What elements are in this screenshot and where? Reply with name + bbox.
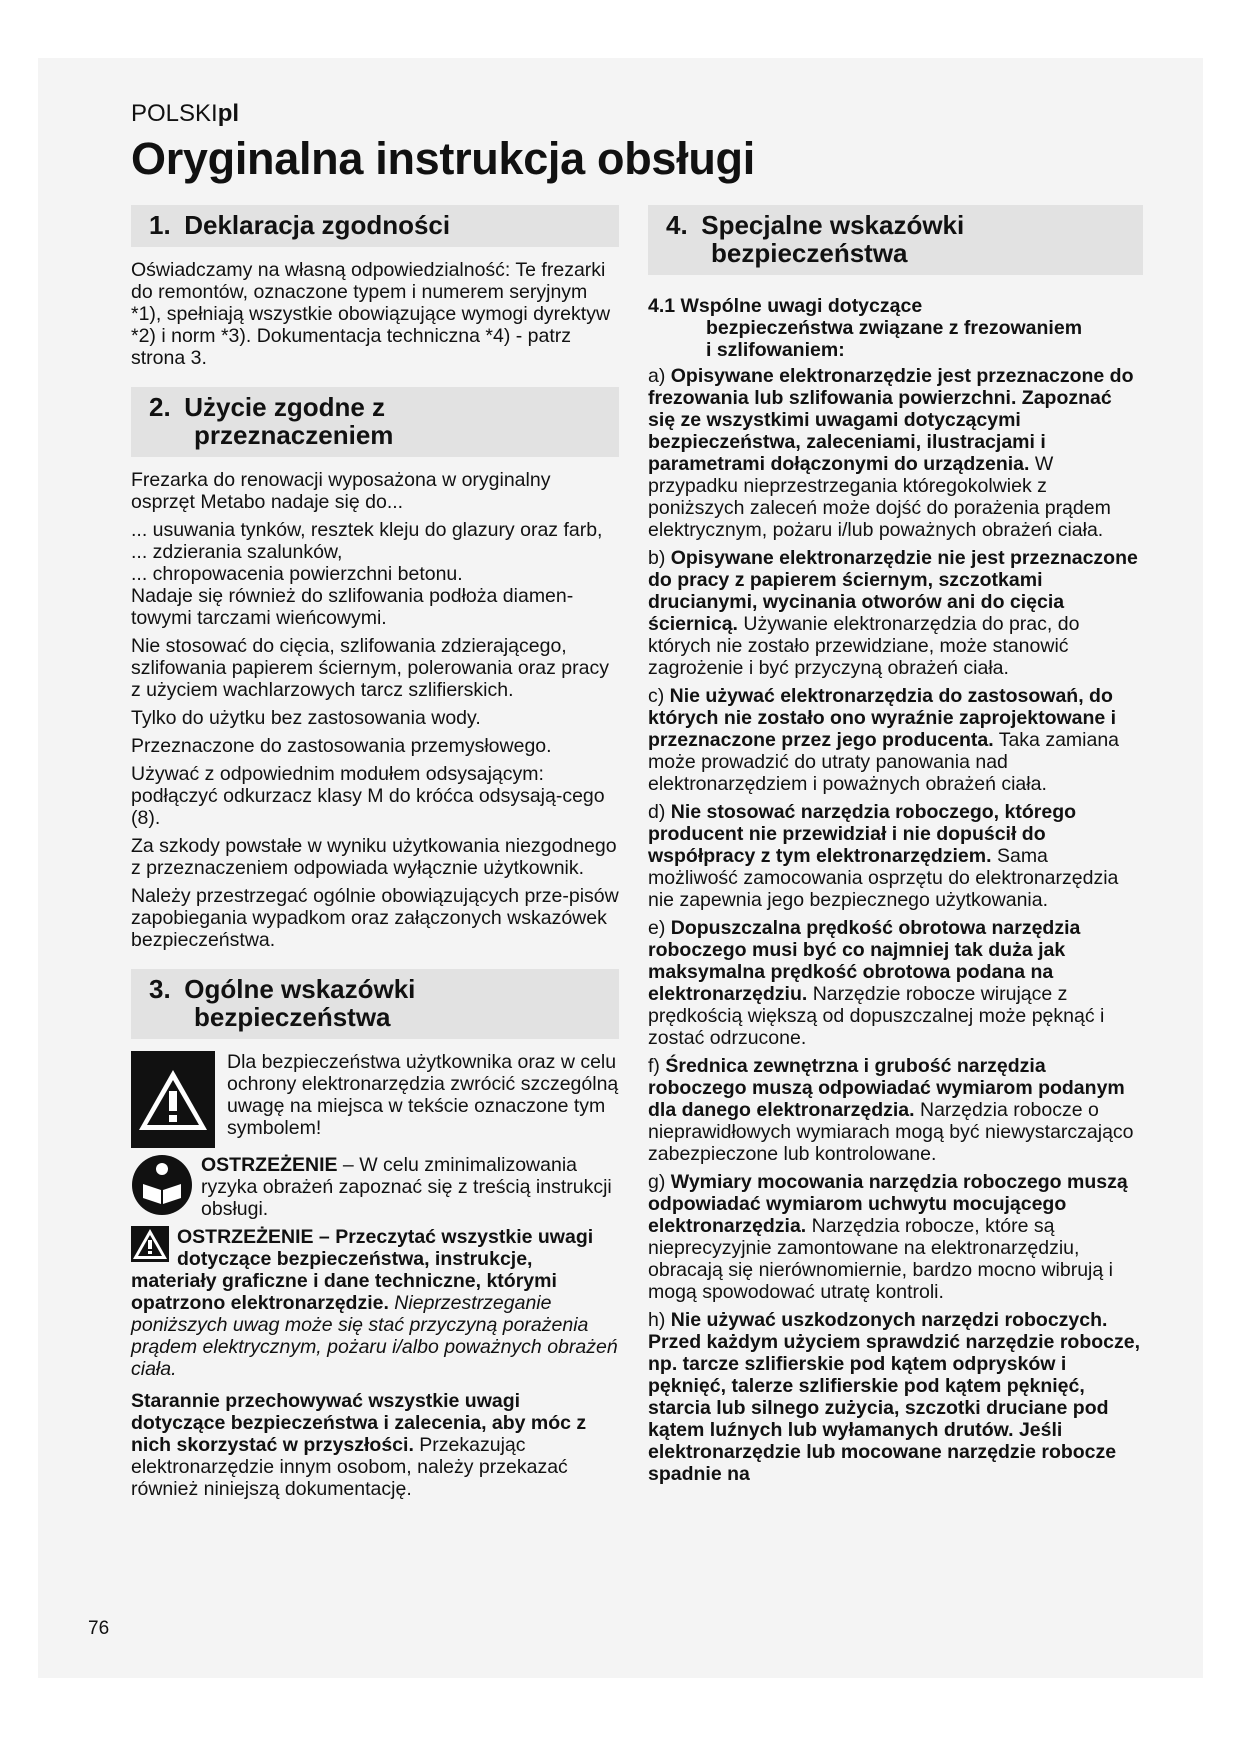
list-item: ... zdzierania szalunków,: [131, 541, 343, 563]
safety-item-g: g) Wymiary mocowania narzędzia roboczego muszą odpowiadać wymiarom uchwytu mocującego elektronarzędzia. Narzędzia robocze, które są nieprecyzyjnie zamontowane na elektronarzędziu, obracają się nierównomiernie, bardzo mocno wibrują i mogą spowodować utratę kontroli.: [648, 1171, 1128, 1303]
manual-warning-text: OSTRZEŻENIE – W celu zminimalizowania ryzyka obrażeń zapoznać się z treścią instrukcji obsługi.: [201, 1154, 612, 1220]
read-manual-icon: [131, 1154, 193, 1216]
safety-item-f: f) Średnica zewnętrzna i grubość narzędzia roboczego muszą odpowiadać wymiarom podanym dla danego elektronarzędzia. Narzędzia robocze o nieprawidłowych wymiarach mogą być niewystarczająco zabezpieczone lub kontrolowane.: [648, 1055, 1134, 1165]
symbol-explanation: Dla bezpieczeństwa użytkownika oraz w celu ochrony elektronarzędzia zwrócić szczególną uwagę na miejsca w tekście oznaczone tym symbolem!: [227, 1051, 619, 1139]
warning-triangle-icon: [131, 1051, 215, 1148]
list-item: ... chropowacenia powierzchni betonu.: [131, 563, 463, 585]
section-1-text: Oświadczamy na własną odpowiedzialność: Te frezarki do remontów, oznaczone typem i numerem seryjnym *1), spełniają wszystkie obowiązujące wymogi dyrektyw *2) i norm *3). Dokumentacja techniczna *4) - patrz strona 3.: [131, 259, 611, 369]
page-number: 76: [88, 1618, 110, 1639]
subsection-4-1-heading: 4.1 Wspólne uwagi dotyczące bezpieczeństwa związane z frezowaniem i szlifowaniem:: [648, 295, 1083, 361]
manual-warning-row: [131, 1154, 619, 1220]
paragraph: Przeznaczone do zastosowania przemysłowego.: [131, 735, 552, 757]
section-3-heading: 3. Ogólne wskazówki bezpieczeństwa: [131, 969, 619, 1039]
paragraph: Używać z odpowiednim modułem odsysającym: podłączyć odkurzacz klasy M do króćca odsysają-cego (8).: [131, 763, 605, 829]
safety-item-b: b) Opisywane elektronarzędzie nie jest przeznaczone do pracy z papierem ściernym, szczotkami drucianymi, wycinania otworów ani do cięcia ściernicą. Używanie elektronarzędzia do prac, do których nie zostało przewidziane, może stanowić zagrożenie i być przyczyną obrażeń ciała.: [648, 547, 1138, 679]
right-column: [648, 205, 1143, 1491]
paragraph: Nadaje się również do szlifowania podłoża diamen-towymi tarczami wieńcowymi.: [131, 585, 574, 629]
safety-item-a: a) Opisywane elektronarzędzie jest przeznaczone do frezowania lub szlifowania powierzchni. Zapoznać się ze wszystkimi uwagami dotyczącymi bezpieczeństwa, zaleceniami, ilustracjami i parametrami dołączonymi do urządzenia. W przypadku nieprzestrzegania któregokolwiek z poniższych zaleceń może dojść do porażenia prądem elektrycznym, pożaru i/lub poważnych obrażeń ciała.: [648, 365, 1134, 541]
paragraph: Nie stosować do cięcia, szlifowania zdzierającego, szlifowania papierem ściernym, polerowania oraz pracy z użyciem wachlarzowych tarcz szlifierskich.: [131, 635, 609, 701]
section-2-heading: 2. Użycie zgodne z przeznaczeniem: [131, 387, 619, 457]
section-1-heading: 1. Deklaracja zgodności: [131, 205, 619, 247]
safety-item-e: e) Dopuszczalna prędkość obrotowa narzędzia roboczego musi być co najmniej tak duża jak maksymalna prędkość obrotowa podana na elektronarzędziu. Narzędzie robocze wirujące z prędkością większą od dopuszczalnej może pęknąć i zostać odrzucone.: [648, 917, 1105, 1049]
safety-item-c: c) Nie używać elektronarzędzia do zastosowań, do których nie zostało ono wyraźnie zaprojektowane i przeznaczone przez jego producenta. Taka zamiana może prowadzić do utraty panowania nad elektronarzędziem i poważnych obrażeń ciała.: [648, 685, 1120, 795]
paragraph: Należy przestrzegać ogólnie obowiązujących prze-pisów zapobiegania wypadkom oraz załączonych wskazówek bezpieczeństwa.: [131, 885, 619, 951]
section-2-intro: Frezarka do renowacji wyposażona w oryginalny osprzęt Metabo nadaje się do...: [131, 469, 551, 513]
safety-item-d: d) Nie stosować narzędzia roboczego, którego producent nie przewidział i nie dopuścił do współpracy z tym elektronarzędziem. Sama możliwość zamocowania osprzętu do elektronarzędzia nie zapewnia jego bezpiecznego użytkowania.: [648, 801, 1119, 911]
paragraph: Za szkody powstałe w wyniku użytkowania niezgodnego z przeznaczeniem odpowiada wyłącznie użytkownik.: [131, 835, 617, 879]
list-item: ... usuwania tynków, resztek kleju do glazury oraz farb,: [131, 519, 603, 541]
read-all-warning: OSTRZEŻENIE – Przeczytać wszystkie uwagi dotyczące bezpieczeństwa, instrukcje, materiały graficzne i dane techniczne, którymi opatrzono elektronarzędzie. Nieprzestrzeganie poniższych uwag może się stać przyczyną porażenia prądem elektrycznym, pożaru i/albo poważnych obrażeń ciała.: [131, 1226, 618, 1380]
keep-instructions: Starannie przechowywać wszystkie uwagi dotyczące bezpieczeństwa i zalecenia, aby móc z nich skorzystać w przyszłości. Przekazując elektronarzędzie innym osobom, należy przekazać również niniejszą dokumentację.: [131, 1390, 587, 1500]
warning-symbol-row: [131, 1051, 619, 1148]
left-column: [131, 205, 619, 1506]
paragraph: Tylko do użytku bez zastosowania wody.: [131, 707, 481, 729]
safety-item-h: h) Nie używać uszkodzonych narzędzi roboczych. Przed każdym użyciem sprawdzić narzędzie robocze, np. tarcze szlifierskie pod kątem odprysków i pęknięć, talerze szlifierskie pod kątem pęknięć, starcia lub silnego zużycia, szczotki druciane pod kątem luźnych lub wyłamanych drutów. Jeśli elektronarzędzie lub mocowane narzędzie robocze spadnie na: [648, 1309, 1141, 1485]
warning-triangle-icon: [131, 1226, 169, 1262]
section-4-heading: 4. Specjalne wskazówki bezpieczeństwa: [648, 205, 1143, 275]
document-title: Oryginalna instrukcja obsługi: [131, 133, 755, 184]
language-tag: POLSKIpl: [131, 100, 240, 127]
